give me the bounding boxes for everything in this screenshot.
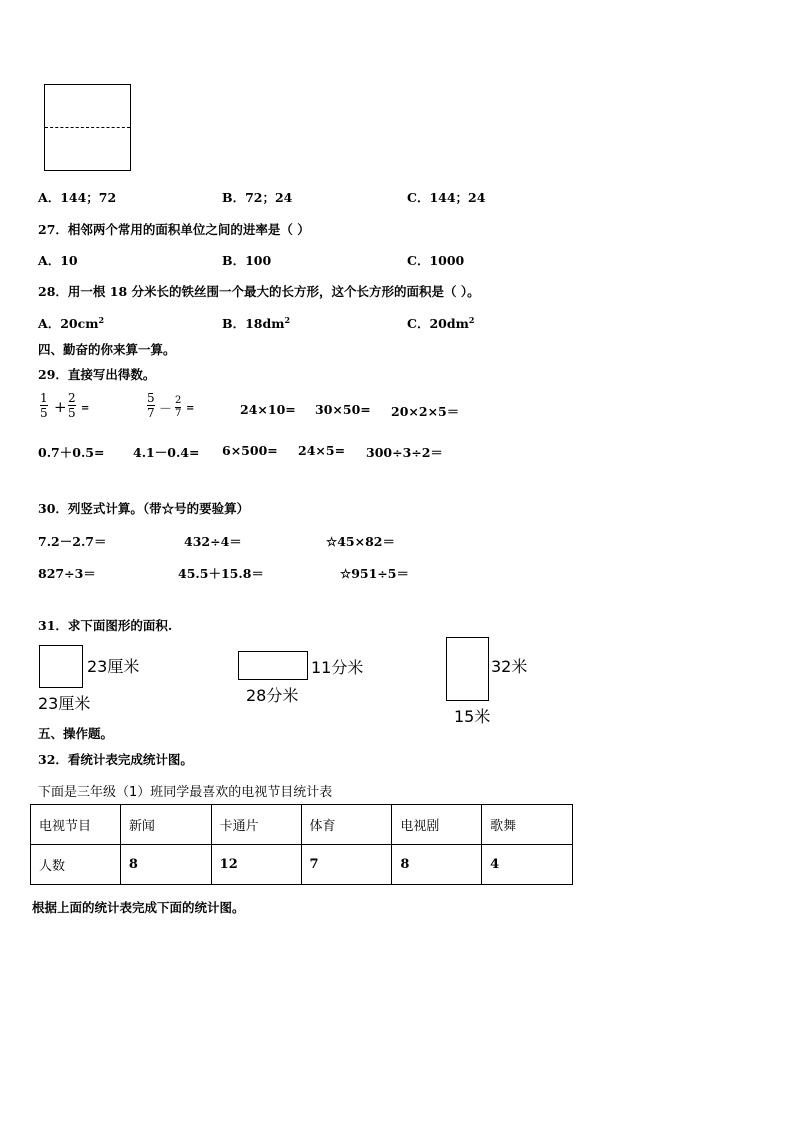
q31-square-shape — [39, 645, 83, 688]
q29-row2-item-4: 24×5= — [298, 443, 346, 458]
table-cell: 人数 — [31, 845, 121, 885]
q29-frac1-eq: = — [81, 403, 90, 414]
q30-row2-item-1: 827÷3＝ — [38, 566, 96, 581]
table-cell: 8 — [392, 845, 482, 885]
q31-square-side-label: 23厘米 — [87, 657, 140, 676]
q27-option-c[interactable]: C．1000 — [407, 253, 465, 268]
q29-frac2-b: 2 7 — [175, 395, 182, 419]
q28-option-a[interactable]: A．$20cm^2$ — [38, 314, 105, 331]
q31-rectangle-2-bottom-label: 15米 — [454, 707, 491, 726]
q29-frac2-a: 5 7 — [147, 391, 155, 420]
q31-rectangle-2-shape — [446, 637, 489, 701]
q28-option-b[interactable]: B．$18dm^2$ — [222, 314, 291, 331]
q26-dashed-line — [45, 127, 130, 128]
q28-question: 28．用一根 18 分米长的铁丝围一个最大的长方形，这个长方形的面积是（ ）。 — [38, 284, 480, 299]
table-cell: 12 — [211, 845, 301, 885]
table-header-cell: 电视剧 — [392, 805, 482, 845]
q30-row2-item-3: ☆951÷5＝ — [340, 566, 409, 581]
q30-question: 30．列竖式计算。（带☆号的要验算） — [38, 501, 250, 516]
table-header-cell: 歌舞 — [482, 805, 573, 845]
q27-option-b[interactable]: B．100 — [222, 253, 272, 268]
q29-row1-item-1: 24×10= — [240, 402, 296, 417]
q27-question: 27．相邻两个常用的面积单位之间的进率是（ ） — [38, 222, 310, 237]
table-cell: 8 — [120, 845, 211, 885]
q31-square-bottom-label: 23厘米 — [38, 694, 91, 713]
q32-table-title: 下面是三年级（1）班同学最喜欢的电视节目统计表 — [38, 785, 333, 800]
tv-program-stats-table — [30, 804, 573, 885]
table-header-cell: 新闻 — [120, 805, 211, 845]
q29-row1-item-3: 20×2×5＝ — [391, 404, 460, 419]
q30-row1-item-3: ☆45×82＝ — [326, 534, 395, 549]
table-cell: 7 — [301, 845, 392, 885]
q29-row1-item-2: 30×50= — [315, 402, 371, 417]
table-header-cell: 体育 — [301, 805, 392, 845]
q32-footer: 根据上面的统计表完成下面的统计图。 — [32, 900, 245, 915]
q29-row2-item-5: 300÷3÷2＝ — [366, 445, 443, 460]
q29-frac1-b: 2 5 — [68, 391, 76, 420]
q29-frac1-a: 1 5 — [40, 391, 48, 420]
q31-rectangle-1-shape — [238, 651, 308, 680]
q31-question: 31．求下面图形的面积. — [38, 618, 173, 633]
q29-question: 29．直接写出得数。 — [38, 367, 156, 382]
q27-option-a[interactable]: A．10 — [38, 253, 78, 268]
q26-option-b[interactable]: B．72；24 — [222, 190, 293, 205]
q31-rectangle-1-side-label: 11分米 — [311, 658, 364, 677]
q29-frac1-op: + — [54, 398, 67, 416]
section-5-heading: 五、操作题。 — [38, 726, 114, 741]
table-row — [31, 845, 573, 885]
table-header-row — [31, 805, 573, 845]
q31-rectangle-1-bottom-label: 28分米 — [246, 686, 299, 705]
q26-option-a[interactable]: A．144；72 — [38, 190, 117, 205]
q32-question: 32．看统计表完成统计图。 — [38, 752, 193, 767]
table-header-cell: 电视节目 — [31, 805, 121, 845]
table-cell: 4 — [482, 845, 573, 885]
q30-row1-item-1: 7.2－2.7＝ — [38, 534, 107, 549]
q29-row2-item-1: 0.7＋0.5= — [38, 445, 105, 460]
q28-option-c[interactable]: C．$20dm^2$ — [407, 314, 475, 331]
q31-rectangle-2-side-label: 32米 — [491, 657, 528, 676]
section-4-heading: 四、勤奋的你来算一算。 — [38, 342, 176, 357]
q26-option-c[interactable]: C．144；24 — [407, 190, 486, 205]
q29-frac2-eq: = — [186, 403, 195, 414]
q29-row2-item-2: 4.1－0.4= — [133, 445, 200, 460]
q30-row1-item-2: 432÷4＝ — [184, 534, 242, 549]
q29-frac2-op: － — [159, 402, 173, 417]
q30-row2-item-2: 45.5＋15.8＝ — [178, 566, 264, 581]
table-header-cell: 卡通片 — [211, 805, 301, 845]
q29-row2-item-3: 6×500= — [222, 443, 278, 458]
